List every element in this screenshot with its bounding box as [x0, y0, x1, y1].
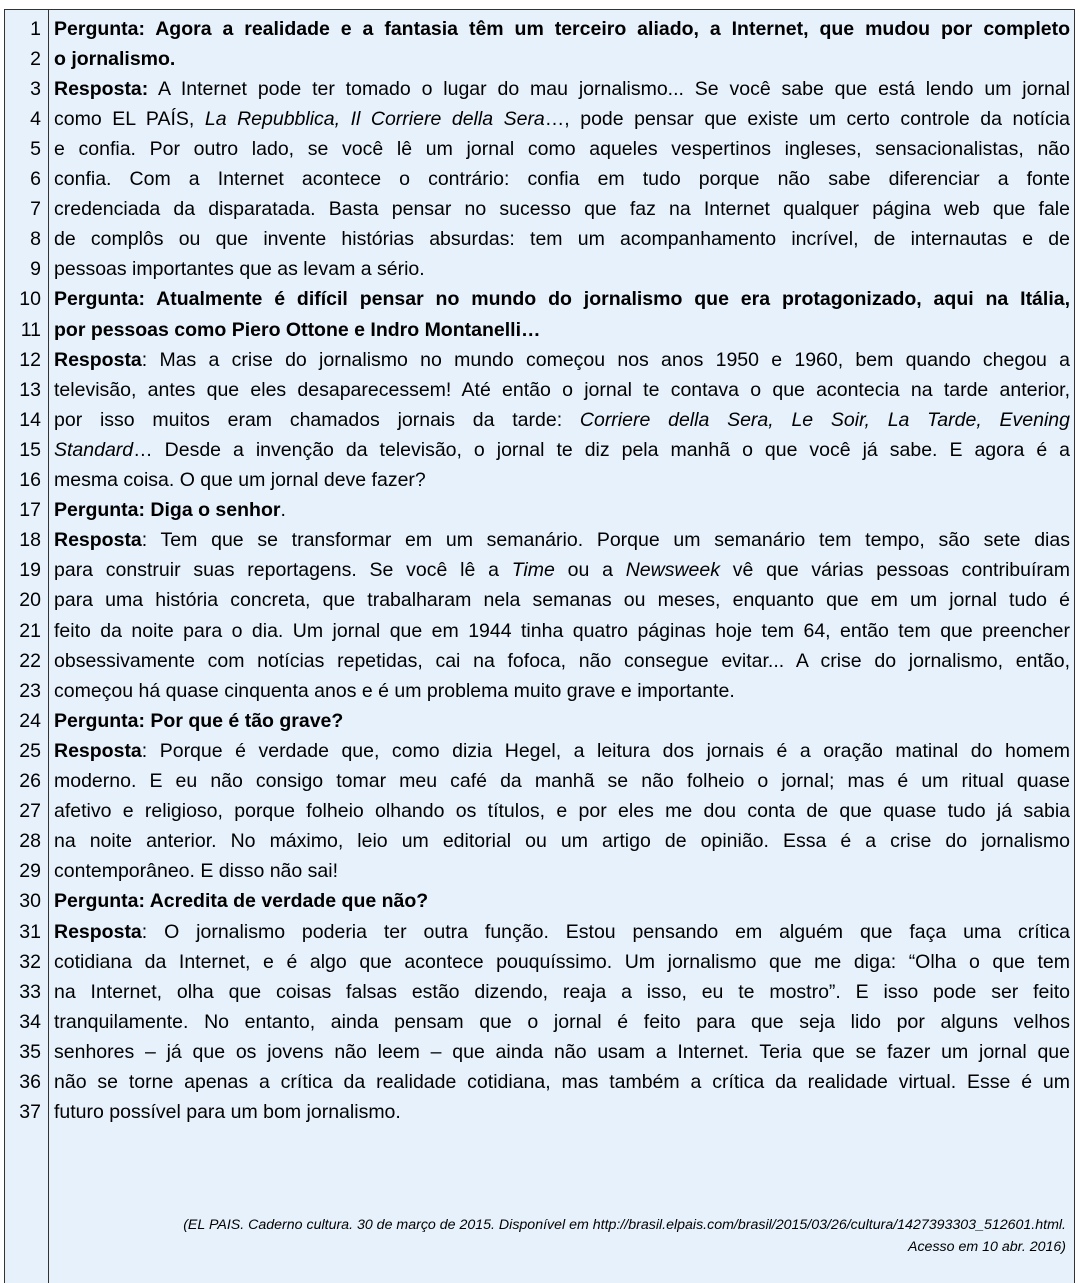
- text-segment: de complôs ou que invente histórias absurdas: tem um acompanhamento incrível, de internautas e de: [54, 228, 1070, 251]
- bold-segment: Resposta: [54, 348, 142, 371]
- text-line: [54, 1067, 1070, 1097]
- text-line: [54, 977, 1070, 1007]
- text-line: [54, 826, 1070, 856]
- text-line: [54, 44, 1070, 74]
- text-line: [54, 646, 1070, 676]
- text-line: [54, 1007, 1070, 1037]
- text-segment: pessoas importantes que as levam a sério.: [54, 258, 425, 281]
- line-number: 7: [30, 198, 41, 221]
- line-number: 3: [30, 77, 41, 100]
- line-number: 29: [19, 860, 41, 883]
- text-segment: para uma história concreta, que trabalharam nela semanas ou meses, enquanto que em um jornal tudo é: [54, 589, 1070, 612]
- bold-segment: Pergunta: Por que é tão grave?: [54, 709, 344, 732]
- line-number: 2: [30, 47, 41, 70]
- bold-segment: Resposta: [54, 920, 142, 943]
- text-segment: contemporâneo. E disso não sai!: [54, 860, 339, 883]
- line-number: 25: [19, 739, 41, 762]
- text-line: [54, 495, 1070, 525]
- text-segment: obsessivamente com notícias repetidas, cai na fofoca, não consegue evitar... A crise do jornalismo, então,: [54, 649, 1070, 672]
- text-segment: A Internet pode ter tomado o lugar do mau jornalismo... Se você sabe que está lendo um jornal: [148, 77, 1070, 100]
- line-number: 16: [19, 469, 41, 491]
- text-segment: começou há quase cinquenta anos e é um problema muito grave e importante.: [54, 679, 735, 702]
- text-line: [54, 315, 1070, 345]
- text-line: [54, 856, 1070, 886]
- text-segment: não se torne apenas a crítica da realidade cotidiana, mas também a crítica da realidade virtual. Esse é um: [54, 1071, 1070, 1093]
- text-line: [54, 345, 1070, 375]
- line-number: 19: [19, 559, 41, 582]
- text-segment: televisão, antes que eles desaparecessem! Até então o jornal te contava o que acontecia na tarde anterior,: [54, 378, 1070, 401]
- text-line: [54, 194, 1070, 224]
- line-number: 9: [30, 258, 41, 281]
- text-segment: : Tem que se transformar em um semanário. Porque um semanário tem tempo, são sete dias: [141, 529, 1070, 552]
- text-segment: e confia. Por outro lado, se você lê um jornal como aqueles vespertinos ingleses, sensacionalistas, não: [54, 137, 1070, 160]
- line-number: 28: [19, 830, 41, 853]
- text-line: [54, 405, 1070, 435]
- text-line: [54, 164, 1070, 194]
- bold-segment: Resposta: [54, 739, 142, 762]
- text-line: [54, 706, 1070, 736]
- bold-segment: Resposta: [54, 529, 142, 552]
- text-line: [54, 284, 1070, 314]
- text-segment: na Internet, olha que coisas falsas estão dizendo, reaja a isso, eu te mostro”. E isso pode ser feito: [54, 980, 1070, 1003]
- bold-segment: o jornalismo.: [54, 47, 176, 70]
- line-number: 15: [19, 438, 41, 461]
- italic-segment: La Repubblica, Il Corriere della Sera: [204, 107, 545, 130]
- text-segment: vê que várias pessoas contribuíram: [720, 559, 1070, 582]
- line-number: 6: [30, 168, 41, 190]
- text-line: [54, 947, 1070, 977]
- text-line: [54, 74, 1070, 104]
- bold-segment: Pergunta: Atualmente é difícil pensar no mundo do jornalismo que era protagonizado, aqui na Itália,: [54, 288, 1070, 311]
- text-line: [54, 1037, 1070, 1067]
- line-number: 24: [19, 709, 41, 732]
- interview-text: [54, 16, 1070, 1283]
- text-segment: : Porque é verdade que, como dizia Hegel, a leitura dos jornais é a oração matinal do homem: [141, 739, 1070, 762]
- italic-segment: Newsweek: [625, 559, 720, 582]
- text-segment: para construir suas reportagens. Se você lê a: [54, 559, 512, 582]
- text-line: [54, 766, 1070, 796]
- bold-segment: Pergunta: Acredita de verdade que não?: [54, 890, 429, 913]
- line-number: 34: [19, 1010, 41, 1033]
- text-segment: por isso muitos eram chamados jornais da tarde:: [54, 408, 580, 431]
- line-number: 22: [19, 649, 41, 672]
- text-segment: senhores – já que os jovens não leem – que ainda não usam a Internet. Teria que se fazer um jornal que: [54, 1040, 1070, 1063]
- text-segment: moderno. E eu não consigo tomar meu café da manhã se não folheio o jornal; mas é um ritual quase: [54, 770, 1070, 792]
- text-segment: … Desde a invenção da televisão, o jornal te diz pela manhã o que você já sabe. E agora é a: [133, 438, 1070, 461]
- line-number: 10: [19, 288, 41, 311]
- text-segment: confia. Com a Internet acontece o contrário: confia em tudo porque não sabe diferenciar a fonte: [54, 168, 1070, 190]
- text-line: [54, 886, 1070, 916]
- line-number: 14: [19, 408, 41, 431]
- line-number: 30: [19, 890, 41, 913]
- text-line: [54, 796, 1070, 826]
- text-segment: cotidiana da Internet, e é algo que acontece pouquíssimo. Um jornalismo que me diga: “Olha o que tem: [54, 950, 1070, 973]
- line-number: 35: [19, 1040, 41, 1063]
- line-number-gutter: [5, 10, 49, 1283]
- italic-segment: Corriere della Sera, Le Soir, La Tarde, Evening: [579, 408, 1070, 431]
- text-line: [54, 917, 1070, 947]
- line-number: 12: [19, 348, 41, 371]
- text-line: [54, 104, 1070, 134]
- line-number: 27: [19, 800, 41, 823]
- source-citation-line-2: Acesso em 10 abr. 2016): [908, 1239, 1066, 1255]
- text-segment: : O jornalismo poderia ter outra função. Estou pensando em alguém que faça uma crítica: [141, 920, 1070, 943]
- italic-segment: Standard: [54, 438, 134, 461]
- text-segment: credenciada da disparatada. Basta pensar no sucesso que faz na Internet qualquer página web que fale: [54, 198, 1070, 221]
- text-line: [54, 676, 1070, 706]
- text-segment: ou a: [554, 559, 626, 582]
- text-segment: .: [280, 499, 286, 522]
- line-number: 31: [19, 920, 41, 943]
- text-line: [54, 555, 1070, 585]
- text-segment: : Mas a crise do jornalismo no mundo começou nos anos 1950 e 1960, bem quando chegou a: [141, 348, 1070, 371]
- text-segment: como EL PAÍS,: [54, 107, 205, 130]
- text-segment: na noite anterior. No máximo, leio um editorial ou um artigo de opinião. Essa é a crise do jornalismo: [54, 830, 1070, 853]
- bold-segment: por pessoas como Piero Ottone e Indro Montanelli…: [54, 318, 541, 341]
- text-segment: afetivo e religioso, porque folheio olhando os títulos, e por eles me dou conta de que quase tudo já sabia: [54, 800, 1070, 823]
- text-segment: tranquilamente. No entanto, ainda pensam que o jornal é feito para que seja lido por alguns velhos: [54, 1010, 1070, 1033]
- line-number: 26: [19, 770, 41, 792]
- text-line: [54, 224, 1070, 254]
- text-line: [54, 616, 1070, 646]
- italic-segment: Time: [511, 559, 555, 582]
- line-number: 36: [19, 1071, 41, 1093]
- text-segment: …, pode pensar que existe um certo controle da notícia: [544, 107, 1070, 130]
- text-line: [54, 375, 1070, 405]
- line-number: 4: [30, 107, 41, 130]
- bold-segment: Resposta:: [54, 77, 149, 100]
- text-line: [54, 435, 1070, 465]
- text-frame: [4, 9, 1075, 1283]
- text-line: [54, 14, 1070, 44]
- line-number: 37: [19, 1101, 41, 1124]
- line-number: 13: [19, 378, 41, 401]
- source-citation-line-1: (EL PAIS. Caderno cultura. 30 de março de 2015. Disponível em http://brasil.elpais.com/brasil/2015/03/26/cultura/1427393303_512601.html.: [183, 1217, 1066, 1233]
- text-line: [54, 1097, 1070, 1127]
- line-number: 23: [19, 679, 41, 702]
- line-number: 1: [30, 17, 41, 40]
- text-segment: futuro possível para um bom jornalismo.: [54, 1101, 401, 1124]
- line-number: 21: [19, 619, 41, 642]
- text-segment: feito da noite para o dia. Um jornal que em 1944 tinha quatro páginas hoje tem 64, então tem que preencher: [54, 619, 1070, 642]
- bold-segment: Pergunta: Agora a realidade e a fantasia têm um terceiro aliado, a Internet, que mudou por completo: [54, 17, 1070, 40]
- text-line: [54, 465, 1070, 495]
- text-line: [54, 254, 1070, 284]
- line-number: 18: [19, 529, 41, 552]
- line-number: 8: [30, 228, 41, 251]
- text-line: [54, 134, 1070, 164]
- line-number: 5: [30, 137, 41, 160]
- text-line: [54, 736, 1070, 766]
- line-number: 32: [19, 950, 41, 973]
- text-segment: mesma coisa. O que um jornal deve fazer?: [54, 469, 426, 491]
- bold-segment: Pergunta: Diga o senhor: [54, 499, 281, 522]
- line-number: 11: [20, 318, 41, 341]
- text-line: [54, 585, 1070, 615]
- line-number: 17: [19, 499, 41, 522]
- line-number: 20: [19, 589, 41, 612]
- line-number: 33: [19, 980, 41, 1003]
- text-line: [54, 525, 1070, 555]
